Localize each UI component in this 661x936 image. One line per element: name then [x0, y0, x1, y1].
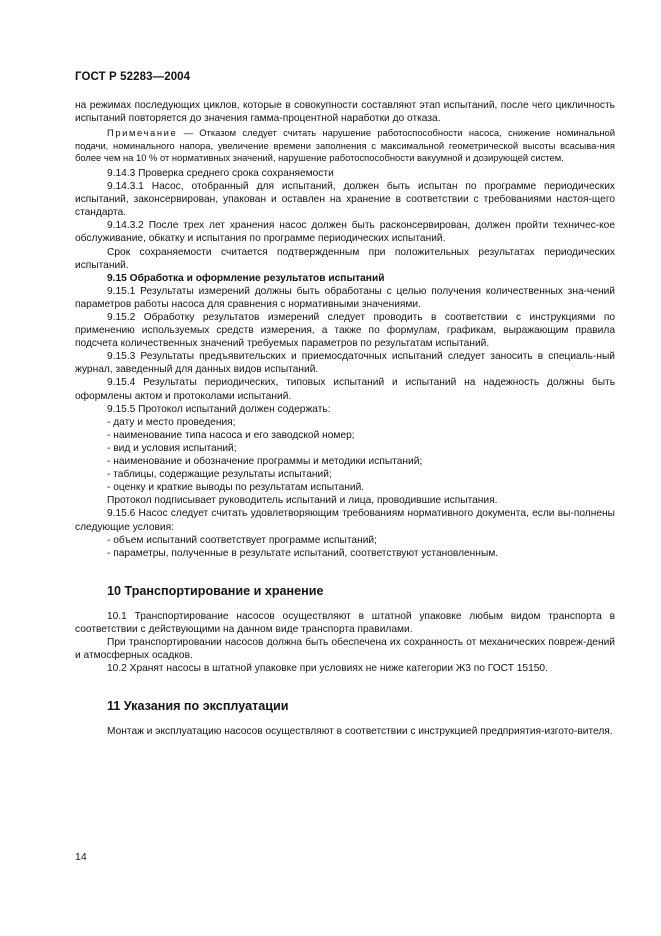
paragraph-10-2: 10.2 Хранят насосы в штатной упаковке при условиях не ниже категории Ж3 по ГОСТ 15150. [107, 663, 548, 675]
paragraph-11: Монтаж и эксплуатацию насосов осуществляют в соответствии с инструкцией предприятия-изгото-вителя. [107, 726, 613, 738]
list-item: - наименование и обозначение программы и методики испытаний; [107, 456, 423, 468]
section-heading-11: 11 Указания по эксплуатации [107, 699, 289, 714]
document-body [75, 99, 615, 738]
page-number: 14 [75, 851, 87, 863]
paragraph-9-15-1: 9.15.1 Результаты измерений должны быть обработаны с целью получения количественных зна-чений параметров работы насоса для сравнения с нормативными значениями. [75, 285, 615, 310]
list-item: - таблицы, содержащие результаты испытаний; [107, 469, 332, 481]
paragraph-10-1b: При транспортировании насосов должна быть обеспечена их сохранность от механических повреж-дений и атмосферных осадков. [75, 636, 615, 662]
paragraph-9-15-5: 9.15.5 Протокол испытаний должен содержать: [107, 403, 331, 415]
paragraph-9-15-2: 9.15.2 Обработку результатов измерений следует проводить в соответствии с инструкциями по применению используемых средств измерения, а также по формулам, графикам, выражающим правила подсчета количественных значений требуемых параметров по результатам испытаний. [75, 312, 615, 350]
note-label: Примечание [107, 127, 178, 139]
note-text: — Отказом следует считать нарушение работоспособности насоса, снижение номинальной подачи, номинального напора, увеличение времени заполнения с максимальной геометрической высоты всасыва-ния более чем на 10 % от нормативных значений, нарушение работоспособности вакуумной и дозирующей систем. [75, 127, 615, 164]
paragraph-intro: на режимах последующих циклов, которые в совокупности составляют этап испытаний, после чего цикличность испытаний повторяется до значения гамма-процентной наработки до отказа. [75, 100, 615, 125]
list-item: - наименование типа насоса и его заводской номер; [107, 429, 355, 441]
note-paragraph [75, 127, 615, 165]
paragraph-9-14-3-1: 9.14.3.1 Насос, отобранный для испытаний, должен быть испытан по программе периодических испытаний, законсервирован, упакован и оставлен на хранение в соответствии с требованиями настоя-щего стандарта. [75, 181, 615, 219]
list-item: - параметры, полученные в результате испытаний, соответствуют установленным. [107, 547, 499, 559]
section-heading-10: 10 Транспортирование и хранение [107, 583, 324, 598]
paragraph-srok: Срок сохраняемости считается подтвержденным при положительных результатах периодических испытаний. [75, 246, 615, 271]
standard-header: ГОСТ Р 52283—2004 [75, 71, 191, 83]
paragraph-9-15-4: 9.15.4 Результаты периодических, типовых испытаний и испытаний на надежность должны быть оформлены актом и протоколами испытаний. [75, 377, 615, 402]
paragraph-9-14-3: 9.14.3 Проверка среднего срока сохраняемости [107, 167, 334, 179]
list-item: - вид и условия испытаний; [107, 442, 237, 454]
paragraph-9-14-3-2: 9.14.3.2 После трех лет хранения насос должен быть расконсервирован, должен пройти техничес-кое обслуживание, обкатку и испытания по программе периодических испытаний. [75, 220, 615, 245]
list-item: - объем испытаний соответствует программе испытаний; [107, 534, 377, 546]
list-item: - оценку и краткие выводы по результатам испытаний. [107, 482, 365, 494]
paragraph-protokol: Протокол подписывает руководитель испытаний и лица, проводившие испытания. [107, 495, 498, 507]
heading-9-15: 9.15 Обработка и оформление результатов испытаний [107, 272, 385, 284]
list-item: - дату и место проведения; [107, 416, 236, 428]
paragraph-10-1: 10.1 Транспортирование насосов осуществляют в штатной упаковке любым видом транспорта в соответствии с действующими на данном виде транспорта правилами. [75, 610, 615, 635]
paragraph-9-15-3: 9.15.3 Результаты предъявительских и приемосдаточных испытаний следует заносить в специаль-ный журнал, заведенный для данных видов испытаний. [75, 351, 615, 376]
paragraph-9-15-6: 9.15.6 Насос следует считать удовлетворяющим требованиям нормативного документа, если вы-полнены следующие условия: [75, 508, 615, 533]
